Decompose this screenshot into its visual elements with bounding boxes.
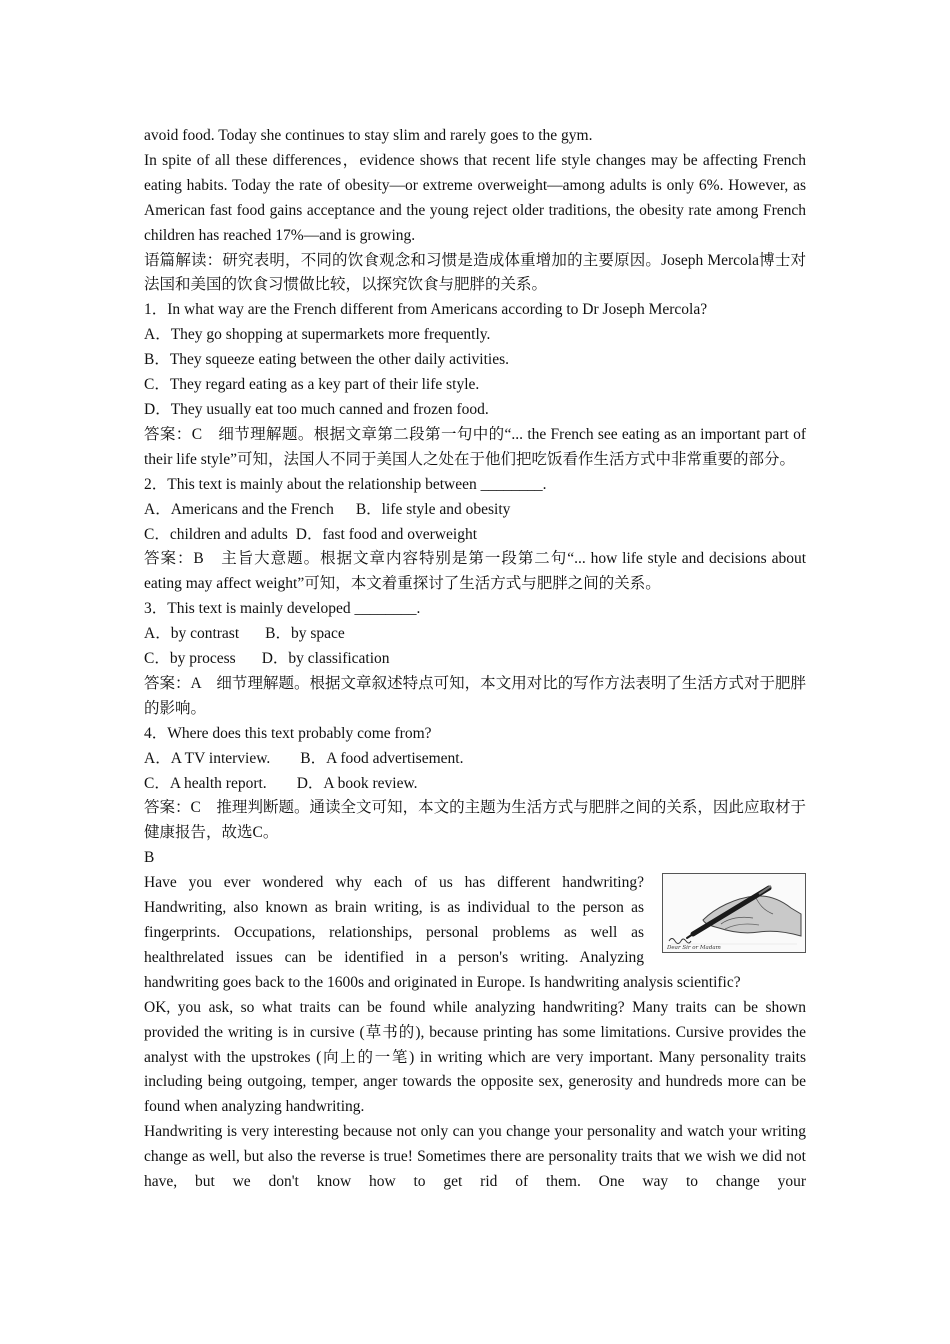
question-4-answer: 答案：C 推理判断题。通读全文可知，本文的主题为生活方式与肥胖之间的关系，因此应取材于健康报告，故选C。 — [144, 799, 806, 842]
question-1-answer: 答案：C 细节理解题。根据文章第二段第一句中的“... the French see eating as an important part of their life style”可知，法国人不同于美国人之处在于他们把吃饭看作生活方式中非常重要的部分。 — [144, 425, 806, 468]
passage-b-paragraph-3: Handwriting is very interesting because not only can you change your personality and watch your writing change as well, but also the reverse is true! Sometimes there are personality traits that we wish we did not have, but we don't know how to get rid of them. One way to change your — [144, 1123, 806, 1191]
question-2-answer: 答案：B 主旨大意题。根据文章内容特别是第一段第二句“... how life style and decisions about eating may affect weight”可知，本文着重探讨了生活方式与肥胖之间的关系。 — [144, 550, 806, 593]
hand-writing-pen-image — [663, 874, 805, 952]
reading-analysis: 语篇解读：研究表明，不同的饮食观念和习惯是造成体重增加的主要原因。Joseph Mercola博士对法国和美国的饮食习惯做比较，以探究饮食与肥胖的关系。 — [144, 251, 806, 294]
question-2-option-b: B．life style and obesity — [355, 500, 511, 518]
question-4-stem: 4．Where does this text probably come from? — [144, 724, 432, 742]
document-page — [144, 124, 806, 1195]
question-2-options-row-1 — [144, 498, 806, 523]
question-3-options-row-2 — [144, 647, 806, 672]
question-4-options-row-2 — [144, 772, 806, 797]
question-4-options-row-1 — [144, 747, 806, 772]
question-3-option-a: A．by contrast — [144, 625, 240, 643]
question-3-stem: 3．This text is mainly developed ________. — [144, 600, 421, 618]
passage-a-paragraph-end: avoid food. Today she continues to stay slim and rarely goes to the gym. — [144, 127, 593, 144]
question-3-option-d: D．by classification — [261, 650, 390, 668]
question-1-stem: 1．In what way are the French different from Americans according to Dr Joseph Mercola? — [144, 301, 708, 319]
question-3-option-c: C．by process — [144, 650, 236, 668]
passage-b-label: B — [144, 849, 155, 867]
question-4-option-d: D．A book review. — [296, 774, 418, 792]
passage-a-paragraph: In spite of all these differences，evidence shows that recent life style changes may be affecting French eating habits. Today the rate of obesity—or extreme overweight—among adults is only 6%. However, as American fast food gains acceptance and the young reject older traditions, the obesity rate among French children has reached 17%—and is growing. — [144, 151, 806, 244]
passage-b-paragraph-2: OK, you ask, so what traits can be found while analyzing handwriting? Many traits can be shown provided the writing is in cursive (草书的), because printing has some limitations. Cursive provides the analyst with the upstrokes (向上的一笔) in writing which are very important. Many personality traits including being outgoing, temper, anger towards the opposite sex, generosity and hundreds more can be found when analyzing handwriting. — [144, 998, 806, 1116]
question-2-option-a: A．Americans and the French — [144, 500, 334, 518]
question-2-option-c: C．children and adults — [144, 525, 288, 543]
question-1-option-a: A．They go shopping at supermarkets more frequently. — [144, 326, 491, 344]
question-4-option-a: A．A TV interview. — [144, 749, 271, 767]
question-3-option-b: B．by space — [265, 625, 345, 643]
question-1-option-b: B．They squeeze eating between the other daily activities. — [144, 351, 509, 369]
question-4-option-b: B．A food advertisement. — [300, 749, 464, 767]
question-1-option-c: C．They regard eating as a key part of their life style. — [144, 376, 480, 394]
question-2-options-row-2 — [144, 523, 806, 548]
handwriting-illustration — [662, 873, 806, 953]
question-1-option-d: D．They usually eat too much canned and frozen food. — [144, 400, 489, 418]
passage-b-paragraph-1: Have you ever wondered why each of us has different handwriting? Handwriting, also known as brain writing, is as individual to the person as fingerprints. Occupations, relationships, personal problems as well as healthrelated issues can be identified in a person's writing. Analyzing handwriting goes back to the 1600s and originated in Europe. Is handwriting analysis scientific? — [144, 874, 741, 991]
question-4-option-c: C．A health report. — [144, 774, 267, 792]
question-3-answer: 答案：A 细节理解题。根据文章叙述特点可知，本文用对比的写作方法表明了生活方式对于肥胖的影响。 — [144, 674, 806, 717]
question-2-stem: 2．This text is mainly about the relationship between ________. — [144, 475, 547, 493]
question-2-option-d: D．fast food and overweight — [295, 525, 477, 543]
handwriting-caption: Dear Sir or Madam — [667, 945, 721, 952]
question-3-options-row-1 — [144, 622, 806, 647]
